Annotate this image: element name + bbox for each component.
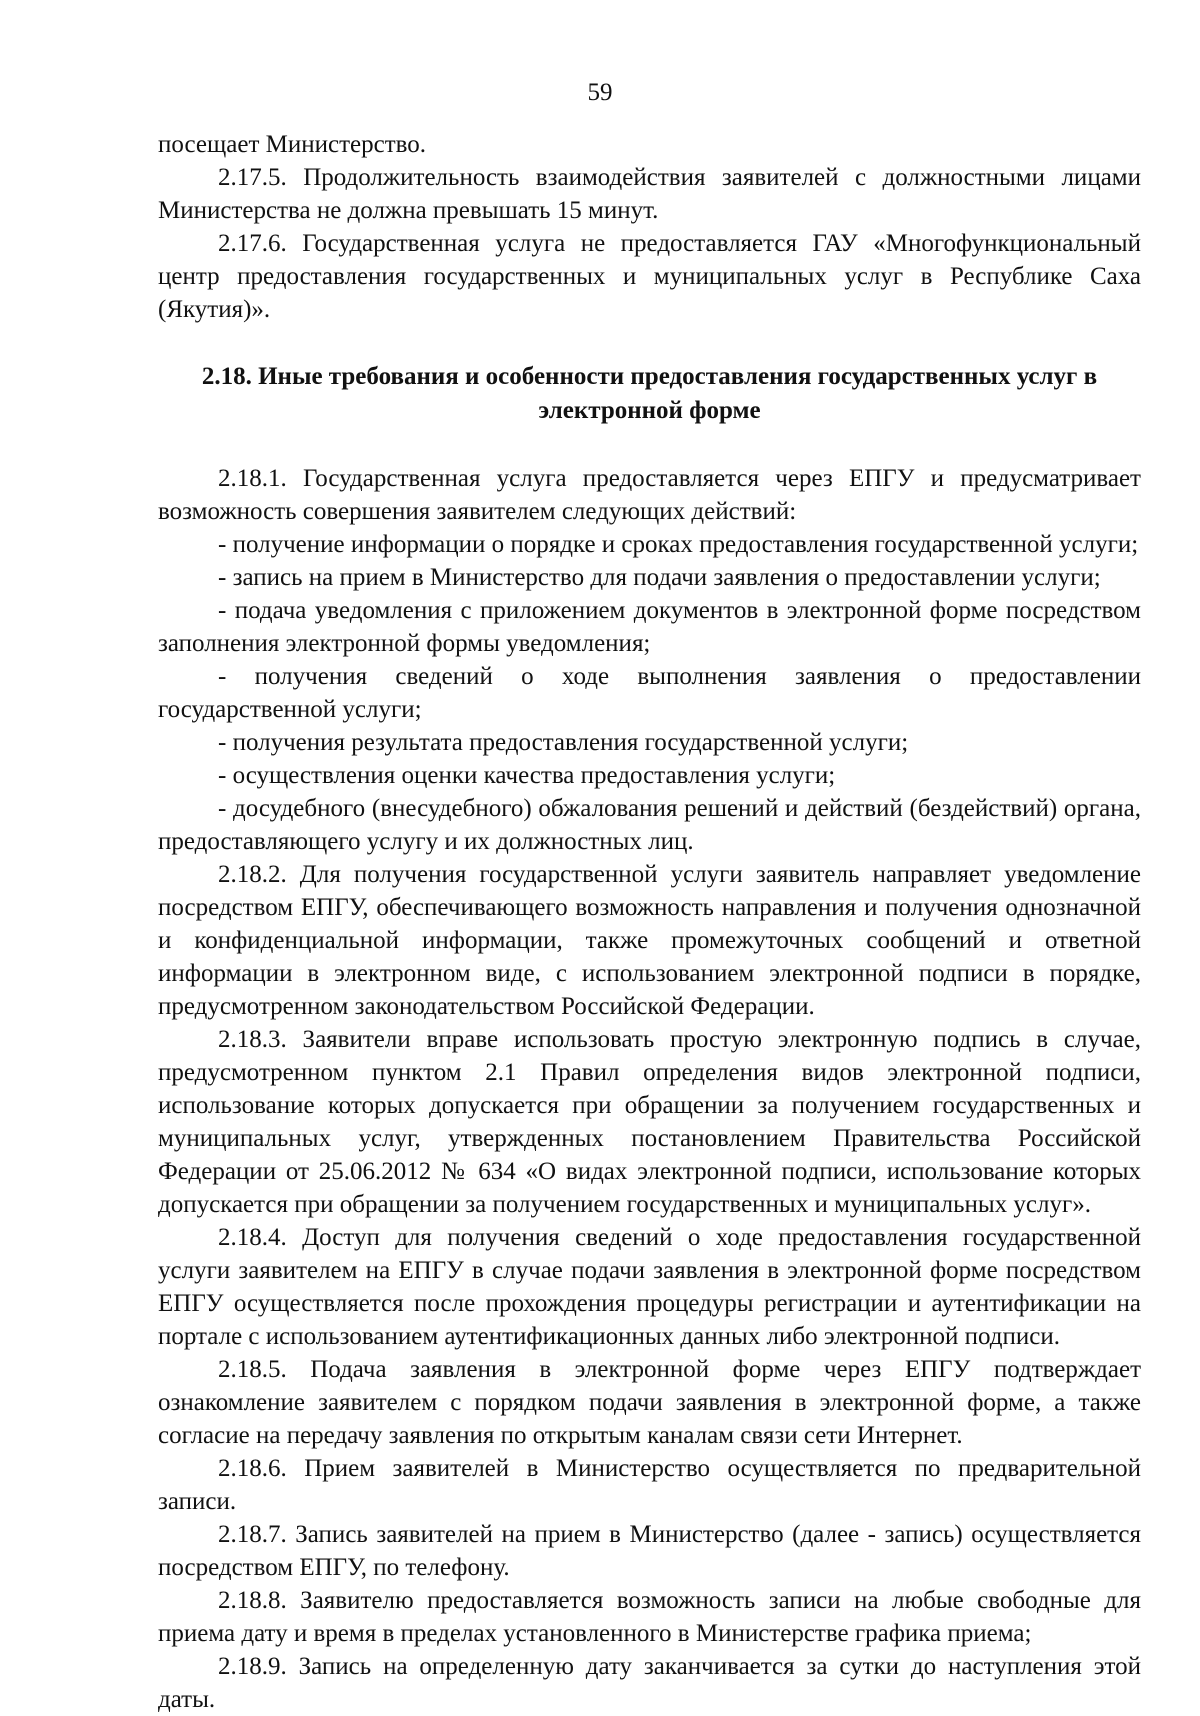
list-item-appointment: - запись на прием в Министерство для подачи заявления о предоставлении услуги; [218,564,1101,591]
paragraph-2-18-6: 2.18.6. Прием заявителей в Министерство осуществляется по предварительной записи. [158,1455,1141,1515]
document-body [158,128,1141,1716]
paragraph-2-17-6: 2.17.6. Государственная услуга не предоставляется ГАУ «Многофункциональный центр предоставления государственных и муниципальных услуг в Республике Саха (Якутия)». [158,230,1141,323]
paragraph-2-18-2: 2.18.2. Для получения государственной услуги заявитель направляет уведомление посредством ЕПГУ, обеспечивающего возможность направления и получения однозначной и конфиденциальной информации, также промежуточных сообщений и ответной информации в электронном виде, с использованием электронной подписи в порядке, предусмотренном законодательством Российской Федерации. [158,861,1141,1020]
paragraph-continuation: посещает Министерство. [158,131,427,158]
list-item-status: - получения сведений о ходе выполнения заявления о предоставлении государственной услуги; [158,663,1141,723]
section-heading-2-18 [158,360,1141,428]
paragraph-2-17-5: 2.17.5. Продолжительность взаимодействия заявителей с должностными лицами Министерства не должна превышать 15 минут. [158,164,1141,224]
page-number: 59 [587,79,613,106]
paragraph-2-18-9: 2.18.9. Запись на определенную дату заканчивается за сутки до наступления этой даты. [158,1653,1141,1713]
paragraph-2-18-3: 2.18.3. Заявители вправе использовать простую электронную подпись в случае, предусмотренном пунктом 2.1 Правил определения видов электронной подписи, использование которых допускается при обращении за получением государственных и муниципальных услуг, утвержденных постановлением Правительства Российской Федерации от 25.06.2012 № 634 «О видах электронной подписи, использование которых допускается при обращении за получением государственных и муниципальных услуг». [158,1026,1141,1218]
list-item-info: - получение информации о порядке и сроках предоставления государственной услуги; [218,531,1139,558]
list-item-appeal: - досудебного (внесудебного) обжалования решений и действий (бездействий) органа, предоставляющего услугу и их должностных лиц. [158,795,1141,855]
paragraph-2-18-1: 2.18.1. Государственная услуга предоставляется через ЕПГУ и предусматривает возможность совершения заявителем следующих действий: [158,465,1141,525]
list-item-result: - получения результата предоставления государственной услуги; [218,729,909,756]
section-heading-line-2: электронной форме [538,397,761,424]
list-item-quality: - осуществления оценки качества предоставления услуги; [218,762,836,789]
paragraph-2-18-4: 2.18.4. Доступ для получения сведений о ходе предоставления государственной услуги заявителем на ЕПГУ в случае подачи заявления в электронной форме посредством ЕПГУ осуществляется после прохождения процедуры регистрации и аутентификации на портале с использованием аутентификационных данных либо электронной подписи. [158,1224,1141,1350]
paragraph-2-18-7: 2.18.7. Запись заявителей на прием в Министерство (далее - запись) осуществляется посредством ЕПГУ, по телефону. [158,1521,1141,1581]
list-item-submission: - подача уведомления с приложением документов в электронной форме посредством заполнения электронной формы уведомления; [158,597,1141,657]
paragraph-2-18-5: 2.18.5. Подача заявления в электронной форме через ЕПГУ подтверждает ознакомление заявителем с порядком подачи заявления в электронной форме, а также согласие на передачу заявления по открытым каналам связи сети Интернет. [158,1356,1141,1449]
paragraph-2-18-8: 2.18.8. Заявителю предоставляется возможность записи на любые свободные для приема дату и время в пределах установленного в Министерстве графика приема; [158,1587,1141,1647]
section-heading-line-1: 2.18. Иные требования и особенности предоставления государственных услуг в [201,363,1098,390]
